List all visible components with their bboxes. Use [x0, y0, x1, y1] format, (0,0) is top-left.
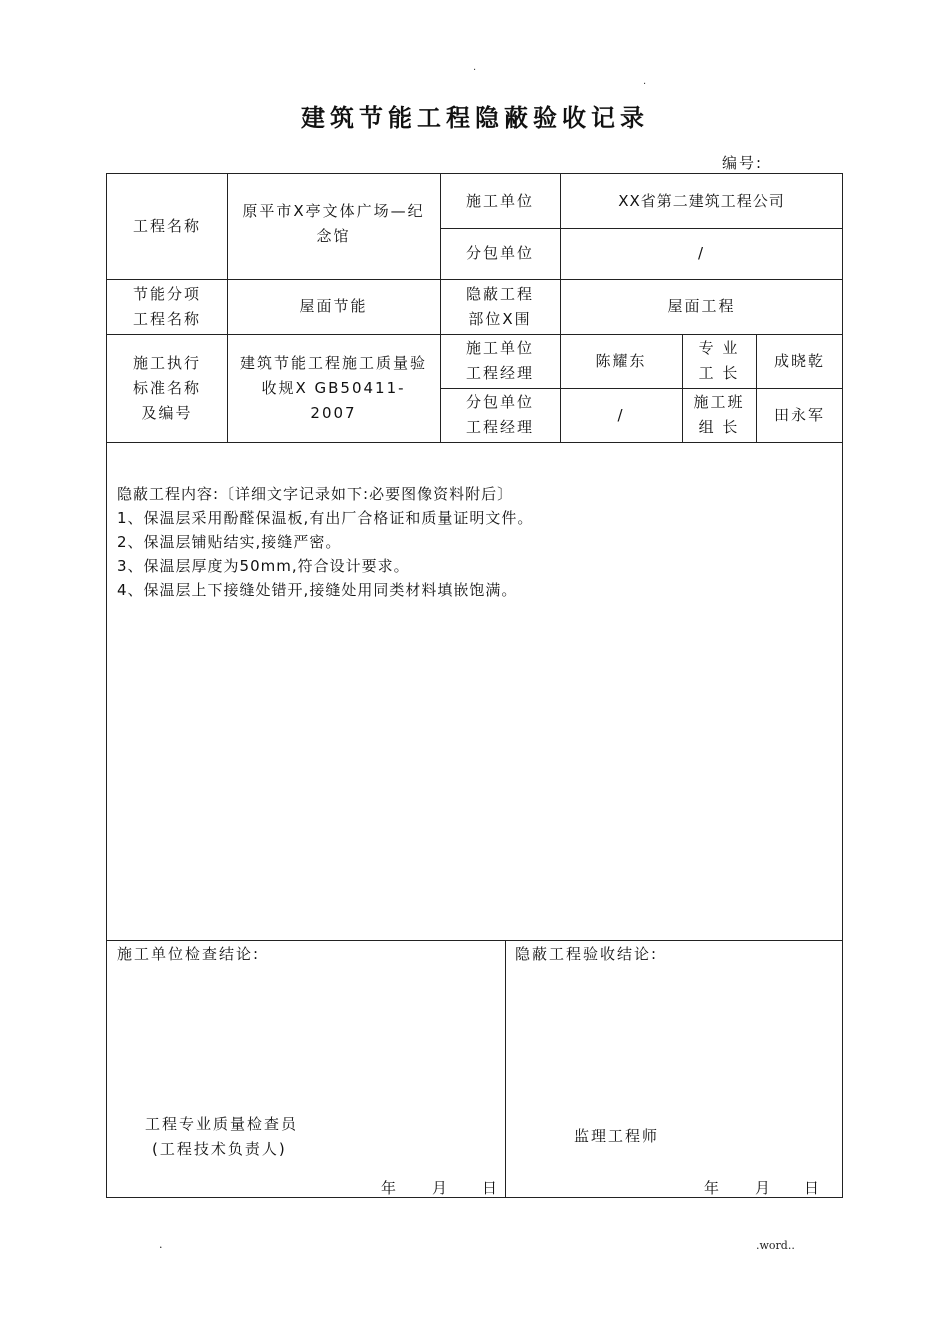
page-title: 建筑节能工程隐蔽验收记录 [301, 104, 649, 132]
top-dot-left: . [473, 62, 477, 73]
construction-unit-value: XX省第二建筑工程公司 [618, 191, 785, 210]
footer-left-dot: . [159, 1238, 163, 1251]
hidden-scope-value: 屋面工程 [667, 297, 736, 315]
energy-item-value: 屋面节能 [299, 297, 368, 315]
serial-number-label: 编号: [722, 154, 764, 172]
team-leader-value: 田永军 [773, 405, 825, 424]
hidden-works-acceptance-conclusion-label: 隐蔽工程验收结论: [515, 945, 659, 963]
subcontract-unit-value: / [697, 244, 706, 262]
project-name-value: 原平市X亭文体广场—纪念馆 [242, 202, 425, 245]
supervision-engineer-label: 监理工程师 [574, 1127, 660, 1145]
construction-pm-value: 陈耀东 [595, 351, 647, 370]
divider [107, 940, 843, 941]
construction-unit-label: 施工单位 [465, 191, 534, 210]
footer-right-text: .word.. [756, 1239, 795, 1252]
foreman-value: 成晓乾 [773, 351, 825, 370]
subcontract-unit-label: 分包单位 [465, 244, 534, 262]
divider [107, 442, 843, 443]
top-dot-right: . [643, 76, 647, 87]
month-label: 月 [432, 1179, 448, 1197]
content-item: 4、保温层上下接缝处错开,接缝处用同类材料填嵌饱满。 [117, 581, 518, 599]
year-label: 年 [704, 1179, 720, 1197]
content-item: 1、保温层采用酚醛保温板,有出厂合格证和质量证明文件。 [117, 509, 534, 527]
standard-label: 施工执行 标准名称 及编号 [132, 353, 201, 422]
record-table [106, 173, 843, 1198]
divider [505, 940, 506, 1198]
construction-check-conclusion-label: 施工单位检查结论: [117, 945, 261, 963]
day-label: 日 [804, 1179, 820, 1197]
content-item: 3、保温层厚度为50mm,符合设计要求。 [117, 557, 410, 575]
subcontract-pm-label: 分包单位 工程经理 [465, 393, 534, 436]
month-label: 月 [755, 1179, 771, 1197]
energy-item-label: 节能分项 工程名称 [132, 284, 201, 328]
project-name-label: 工程名称 [132, 217, 201, 235]
content-heading: 隐蔽工程内容:〔详细文字记录如下:必要图像资料附后〕 [117, 485, 514, 503]
technical-director-label: (工程技术负责人) [152, 1140, 287, 1158]
year-label: 年 [381, 1179, 397, 1197]
content-item: 2、保温层铺贴结实,接缝严密。 [117, 533, 342, 551]
foreman-label: 专 业 工 长 [698, 339, 740, 382]
standard-value: 建筑节能工程施工质量验收规X GB50411-2007 [239, 353, 427, 422]
team-leader-label: 施工班 组 长 [693, 393, 745, 436]
subcontract-pm-value: / [617, 405, 625, 424]
quality-inspector-label: 工程专业质量检查员 [145, 1115, 299, 1133]
construction-pm-label: 施工单位 工程经理 [465, 339, 534, 382]
day-label: 日 [482, 1179, 498, 1197]
hidden-scope-label: 隐蔽工程 部位X围 [465, 284, 534, 328]
hidden-works-content [117, 482, 533, 602]
